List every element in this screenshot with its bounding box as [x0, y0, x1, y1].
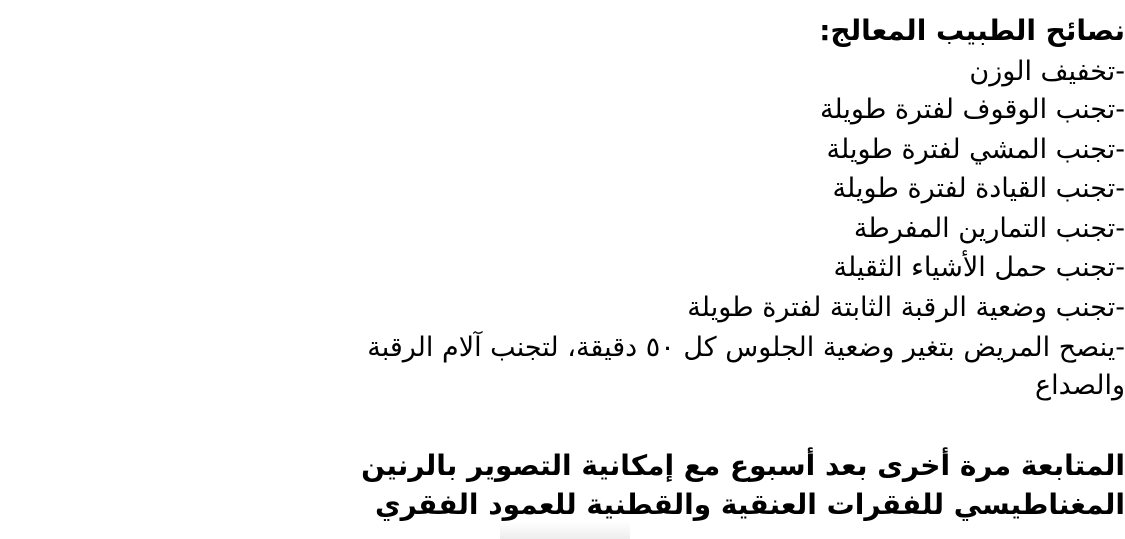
faint-watermark	[500, 522, 630, 539]
advice-item-continuation: والصداع	[1035, 370, 1125, 401]
advice-item-weight-loss: -تخفيف الوزن	[969, 56, 1125, 87]
advice-item-avoid-heavy-lifting: -تجنب حمل الأشياء الثقيلة	[833, 252, 1125, 283]
followup-line-2: المغناطيسي للفقرات العنقية والقطنية للعمود الفقري	[374, 488, 1125, 521]
advice-item-avoid-standing: -تجنب الوقوف لفترة طويلة	[819, 94, 1125, 125]
advice-item-avoid-driving: -تجنب القيادة لفترة طويلة	[832, 173, 1125, 204]
followup-line-1: المتابعة مرة أخرى بعد أسبوع مع إمكانية التصوير بالرنين	[361, 449, 1125, 482]
advice-item-avoid-walking: -تجنب المشي لفترة طويلة	[826, 134, 1125, 165]
advice-heading: نصائح الطبيب المعالج:	[819, 14, 1125, 47]
advice-item-avoid-excessive-exercise: -تجنب التمارين المفرطة	[853, 213, 1125, 244]
advice-item-avoid-fixed-neck-posture: -تجنب وضعية الرقبة الثابتة لفترة طويلة	[687, 292, 1125, 323]
advice-item-change-sitting-posture: -ينصح المريض بتغير وضعية الجلوس كل ٥٠ دقيقة، لتجنب آلام الرقبة	[367, 332, 1125, 363]
